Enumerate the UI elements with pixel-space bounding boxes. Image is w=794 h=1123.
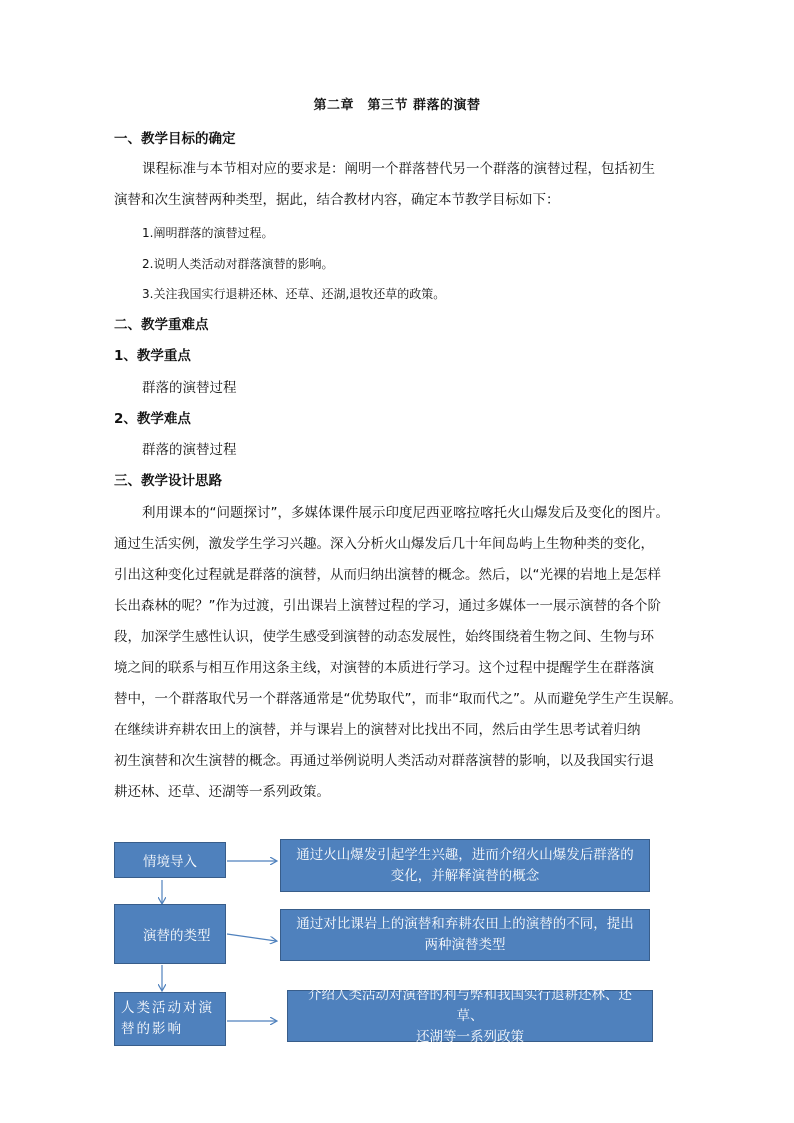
goal-item: 2.说明人类活动对群落演替的影响。 xyxy=(142,257,334,271)
goal-item: 3.关注我国实行退耕还林、还草、还湖,退牧还草的政策。 xyxy=(142,287,446,301)
flow-desc-line: 通过对比课岩上的演替和弃耕农田上的演替的不同，提出 xyxy=(296,916,634,932)
paragraph-line: 段，加深学生感性认识，使学生感受到演替的动态发展性，始终围绕着生物之间、生物与环 xyxy=(114,629,654,645)
flow-desc-line: 两种演替类型 xyxy=(424,937,506,953)
paragraph-line: 长出森林的呢？”作为过渡，引出课岩上演替过程的学习，通过多媒体一一展示演替的各个阶 xyxy=(114,598,661,614)
flow-desc-succession-types xyxy=(280,909,650,961)
flow-step-label: 人类活动对演替的影响 xyxy=(121,1000,214,1037)
flow-desc-human-impact xyxy=(287,986,653,1045)
paragraph-line: 通过生活实例，激发学生学习兴趣。深入分析火山爆发后几十年间岛屿上生物种类的变化， xyxy=(114,536,654,552)
difficulty-text: 群落的演替过程 xyxy=(142,442,237,458)
flow-desc-line: 介绍人类活动对演替的利与弊和我国实行退耕还林、还草、 xyxy=(308,986,632,1024)
paragraph-line: 演替和次生演替两种类型，据此，结合教材内容，确定本节教学目标如下： xyxy=(114,192,560,208)
flow-step-scenario xyxy=(114,842,226,878)
focus-text: 群落的演替过程 xyxy=(142,380,237,396)
flow-desc-line: 变化，并解释演替的概念 xyxy=(390,867,540,884)
flow-desc-line: 通过火山爆发引起学生兴趣，进而介绍火山爆发后群落的 xyxy=(296,846,634,863)
paragraph-line: 课程标准与本节相对应的要求是：阐明一个群落替代另一个群落的演替过程，包括初生 xyxy=(142,161,655,177)
subheading-focus: 1、教学重点 xyxy=(114,348,191,364)
arrow-right xyxy=(227,934,276,941)
paragraph-line: 耕还林、还草、还湖等一系列政策。 xyxy=(114,784,330,800)
paragraph-line: 引出这种变化过程就是群落的演替，从而归纳出演替的概念。然后，以“光裸的岩地上是怎样 xyxy=(114,567,661,583)
flow-step-succession-types xyxy=(114,904,226,964)
section-heading-design: 三、教学设计思路 xyxy=(114,473,222,489)
subheading-difficulty: 2、教学难点 xyxy=(114,411,191,427)
page-title: 第二章 第三节 群落的演替 xyxy=(313,98,481,113)
paragraph-line: 利用课本的“问题探讨”，多媒体课件展示印度尼西亚喀拉喀托火山爆发后及变化的图片。 xyxy=(142,505,669,521)
paragraph-line: 在继续讲弃耕农田上的演替，并与课岩上的演替对比找出不同，然后由学生思考试着归纳 xyxy=(114,722,641,738)
paragraph-line: 境之间的联系与相互作用这条主线，对演替的本质进行学习。这个过程中提醒学生在群落演 xyxy=(114,660,654,676)
paragraph-line: 替中，一个群落取代另一个群落通常是“优势取代”，而非“取而代之”。从而避免学生产生误解。 xyxy=(114,691,682,707)
flow-step-label: 情境导入 xyxy=(143,854,197,870)
section-heading-key-points: 二、教学重难点 xyxy=(114,317,209,333)
flow-desc-scenario xyxy=(280,839,650,892)
flow-desc-line: 还湖等一系列政策 xyxy=(416,1028,524,1045)
goal-item: 1.阐明群落的演替过程。 xyxy=(142,226,274,240)
flow-step-human-impact xyxy=(114,992,226,1046)
paragraph-line: 初生演替和次生演替的概念。再通过举例说明人类活动对群落演替的影响，以及我国实行退 xyxy=(114,753,654,769)
flow-step-label: 演替的类型 xyxy=(143,928,211,944)
section-heading-goals: 一、教学目标的确定 xyxy=(114,131,236,147)
